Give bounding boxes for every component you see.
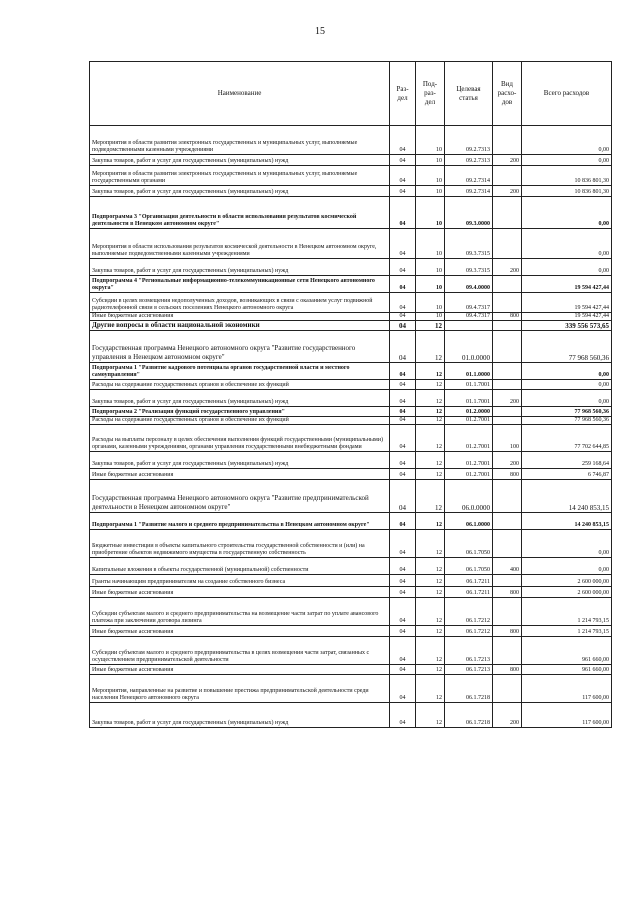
row-expense-type xyxy=(493,530,522,558)
row-total: 339 556 573,65 xyxy=(522,321,612,331)
table-row xyxy=(90,469,612,480)
row-total: 117 600,00 xyxy=(522,703,612,728)
row-expense-type xyxy=(493,321,522,331)
row-name: Закупка товаров, работ и услуг для государственных (муниципальных) нужд xyxy=(90,390,390,407)
table-row xyxy=(90,259,612,276)
row-total: 0,00 xyxy=(522,197,612,229)
table-row xyxy=(90,186,612,197)
table-row xyxy=(90,587,612,598)
row-expense-type: 200 xyxy=(493,186,522,197)
table-row xyxy=(90,229,612,259)
row-article: 06.1.7211 xyxy=(445,575,493,587)
table-row xyxy=(90,637,612,665)
row-article: 06.1.7218 xyxy=(445,675,493,703)
row-razdel: 04 xyxy=(390,469,416,480)
table-row xyxy=(90,390,612,407)
row-razdel: 04 xyxy=(390,452,416,469)
row-name: Расходы на содержание государственных органов и обеспечение их функций xyxy=(90,380,390,390)
row-razdel: 04 xyxy=(390,331,416,363)
row-podrazdel: 12 xyxy=(416,575,445,587)
table-row xyxy=(90,276,612,293)
row-razdel: 04 xyxy=(390,259,416,276)
page-number: 15 xyxy=(315,26,325,37)
row-article: 01.2.7001 xyxy=(445,425,493,452)
row-article: 06.1.7211 xyxy=(445,587,493,598)
row-podrazdel: 10 xyxy=(416,166,445,186)
row-name: Другие вопросы в области национальной экономики xyxy=(90,321,390,331)
row-razdel: 04 xyxy=(390,363,416,380)
row-razdel: 04 xyxy=(390,293,416,313)
row-article: 01.2.7001 xyxy=(445,452,493,469)
row-article: 01.1.7001 xyxy=(445,390,493,407)
row-razdel: 04 xyxy=(390,480,416,513)
row-total: 6 746,87 xyxy=(522,469,612,480)
row-razdel: 04 xyxy=(390,587,416,598)
row-total: 0,00 xyxy=(522,380,612,390)
row-name: Мероприятия в области развития электронных государственных и муниципальных услуг, выполняемые государственными органами xyxy=(90,166,390,186)
row-total: 19 594 427,44 xyxy=(522,276,612,293)
row-expense-type: 800 xyxy=(493,313,522,321)
row-article: 09.2.7313 xyxy=(445,155,493,166)
table-row xyxy=(90,575,612,587)
table-row xyxy=(90,197,612,229)
row-expense-type xyxy=(493,363,522,380)
table-row xyxy=(90,425,612,452)
row-article: 01.0.0000 xyxy=(445,331,493,363)
row-expense-type xyxy=(493,229,522,259)
row-article: 06.1.7050 xyxy=(445,558,493,575)
row-total: 0,00 xyxy=(522,155,612,166)
row-total: 77 968 560,36 xyxy=(522,331,612,363)
table-row xyxy=(90,126,612,155)
row-name: Гранты начинающим предпринимателям на создание собственного бизнеса xyxy=(90,575,390,587)
row-article: 09.4.7317 xyxy=(445,293,493,313)
row-name: Мероприятия в области развития электронных государственных и муниципальных услуг, выполняемые подведомственными казенными учреждениями xyxy=(90,126,390,155)
row-expense-type xyxy=(493,380,522,390)
row-article: 09.2.7313 xyxy=(445,126,493,155)
row-podrazdel: 12 xyxy=(416,469,445,480)
row-article: 01.2.7001 xyxy=(445,417,493,425)
row-expense-type: 200 xyxy=(493,390,522,407)
row-podrazdel: 12 xyxy=(416,626,445,637)
row-expense-type xyxy=(493,417,522,425)
row-total: 19 594 427,44 xyxy=(522,293,612,313)
row-expense-type: 100 xyxy=(493,425,522,452)
table-row xyxy=(90,513,612,530)
header-row xyxy=(90,62,612,126)
row-name: Иные бюджетные ассигнования xyxy=(90,665,390,675)
row-podrazdel: 12 xyxy=(416,665,445,675)
table-row xyxy=(90,703,612,728)
row-expense-type xyxy=(493,276,522,293)
table-row xyxy=(90,293,612,313)
row-article: 06.1.7212 xyxy=(445,626,493,637)
row-razdel: 04 xyxy=(390,186,416,197)
row-expense-type: 400 xyxy=(493,558,522,575)
row-expense-type: 800 xyxy=(493,626,522,637)
row-total: 19 594 427,44 xyxy=(522,313,612,321)
table-row xyxy=(90,530,612,558)
header-podrazdel: Под- раз- дел xyxy=(416,62,445,126)
row-razdel: 04 xyxy=(390,126,416,155)
row-name: Государственная программа Ненецкого автономного округа "Развитие предпринимательской деятельности в Ненецком автономном округе" xyxy=(90,480,390,513)
row-podrazdel: 10 xyxy=(416,155,445,166)
row-name: Подпрограмма 2 "Реализация функций государственного управления" xyxy=(90,407,390,417)
row-article: 06.1.7050 xyxy=(445,530,493,558)
row-razdel: 04 xyxy=(390,380,416,390)
table-row xyxy=(90,321,612,331)
table-row xyxy=(90,331,612,363)
row-podrazdel: 12 xyxy=(416,321,445,331)
row-article: 06.1.0000 xyxy=(445,513,493,530)
row-article: 06.1.7218 xyxy=(445,703,493,728)
row-razdel: 04 xyxy=(390,425,416,452)
row-expense-type xyxy=(493,293,522,313)
row-podrazdel: 12 xyxy=(416,513,445,530)
row-article: 06.1.7213 xyxy=(445,665,493,675)
table-row xyxy=(90,417,612,425)
row-expense-type: 800 xyxy=(493,587,522,598)
table-row xyxy=(90,665,612,675)
row-name: Подпрограмма 3 "Организация деятельности в области использования результатов космической деятельности в Ненецком автономном округе" xyxy=(90,197,390,229)
row-name: Субсидии в целях возмещения недополученных доходов, возникающих в связи с оказанием услуг подвижной радиотелефонной связи в сельских поселениях Ненецкого автономного округа xyxy=(90,293,390,313)
row-podrazdel: 10 xyxy=(416,313,445,321)
row-razdel: 04 xyxy=(390,703,416,728)
row-total: 77 968 560,36 xyxy=(522,417,612,425)
row-name: Подпрограмма 4 "Региональные информационно-телекоммуникационные сети Ненецкого автономного округа" xyxy=(90,276,390,293)
row-total: 259 168,64 xyxy=(522,452,612,469)
row-expense-type: 800 xyxy=(493,469,522,480)
row-article: 09.4.0000 xyxy=(445,276,493,293)
row-total: 1 214 793,15 xyxy=(522,598,612,626)
row-expense-type xyxy=(493,675,522,703)
row-article: 09.3.7315 xyxy=(445,259,493,276)
row-name: Подпрограмма 1 "Развитие кадрового потенциала органов государственной власти и местного самоуправления" xyxy=(90,363,390,380)
row-podrazdel: 12 xyxy=(416,558,445,575)
row-podrazdel: 12 xyxy=(416,530,445,558)
row-podrazdel: 10 xyxy=(416,276,445,293)
row-name: Иные бюджетные ассигнования xyxy=(90,587,390,598)
row-razdel: 04 xyxy=(390,197,416,229)
row-article: 06.1.7213 xyxy=(445,637,493,665)
row-expense-type xyxy=(493,637,522,665)
row-article: 09.3.7315 xyxy=(445,229,493,259)
row-name: Закупка товаров, работ и услуг для государственных (муниципальных) нужд xyxy=(90,259,390,276)
row-podrazdel: 12 xyxy=(416,380,445,390)
table-row xyxy=(90,675,612,703)
row-podrazdel: 12 xyxy=(416,363,445,380)
row-razdel: 04 xyxy=(390,558,416,575)
row-podrazdel: 10 xyxy=(416,293,445,313)
table-row xyxy=(90,166,612,186)
table-row xyxy=(90,626,612,637)
row-name: Иные бюджетные ассигнования xyxy=(90,313,390,321)
row-podrazdel: 10 xyxy=(416,126,445,155)
row-podrazdel: 12 xyxy=(416,331,445,363)
row-name: Закупка товаров, работ и услуг для государственных (муниципальных) нужд xyxy=(90,703,390,728)
row-article: 01.1.0000 xyxy=(445,363,493,380)
row-expense-type xyxy=(493,513,522,530)
row-article: 09.4.7317 xyxy=(445,313,493,321)
row-name: Иные бюджетные ассигнования xyxy=(90,469,390,480)
table-row xyxy=(90,313,612,321)
row-article: 01.2.7001 xyxy=(445,469,493,480)
row-expense-type: 200 xyxy=(493,259,522,276)
row-name: Мероприятия, направленные на развитие и повышение престижа предпринимательской деятельности среди населения Ненецкого автономного округа xyxy=(90,675,390,703)
row-expense-type xyxy=(493,126,522,155)
row-razdel: 04 xyxy=(390,321,416,331)
row-name: Субсидии субъектам малого и среднего предпринимательства в целях возмещения части затрат, связанных с осуществлением предпринимательской деятельности xyxy=(90,637,390,665)
row-total: 10 836 801,30 xyxy=(522,186,612,197)
row-article xyxy=(445,321,493,331)
row-podrazdel: 12 xyxy=(416,480,445,513)
row-expense-type: 200 xyxy=(493,452,522,469)
row-podrazdel: 10 xyxy=(416,197,445,229)
row-podrazdel: 12 xyxy=(416,390,445,407)
table-row xyxy=(90,598,612,626)
row-total: 0,00 xyxy=(522,229,612,259)
budget-table xyxy=(89,61,612,728)
row-razdel: 04 xyxy=(390,637,416,665)
row-podrazdel: 12 xyxy=(416,587,445,598)
row-name: Подпрограмма 1 "Развитие малого и среднего предпринимательства в Ненецком автономном округе" xyxy=(90,513,390,530)
row-expense-type xyxy=(493,166,522,186)
row-total: 14 240 853,15 xyxy=(522,480,612,513)
table-row xyxy=(90,363,612,380)
row-article: 09.3.0000 xyxy=(445,197,493,229)
header-razdel: Раз- дел xyxy=(390,62,416,126)
row-razdel: 04 xyxy=(390,155,416,166)
row-expense-type xyxy=(493,197,522,229)
row-razdel: 04 xyxy=(390,598,416,626)
row-total: 77 968 560,36 xyxy=(522,407,612,417)
row-article: 09.2.7314 xyxy=(445,166,493,186)
row-razdel: 04 xyxy=(390,626,416,637)
row-article: 01.2.0000 xyxy=(445,407,493,417)
header-total: Всего расходов xyxy=(522,62,612,126)
row-name: Расходы на выплаты персоналу в целях обеспечения выполнения функций государственными (муниципальными) органами, казенными учреждениями, органами управления государственными внебюджетными фондами xyxy=(90,425,390,452)
row-name: Мероприятия в области использования результатов космической деятельности в Ненецком автономном округе, выполняемые подведомственными казенными учреждениями xyxy=(90,229,390,259)
row-podrazdel: 12 xyxy=(416,417,445,425)
header-article: Целевая статья xyxy=(445,62,493,126)
row-razdel: 04 xyxy=(390,417,416,425)
row-name: Закупка товаров, работ и услуг для государственных (муниципальных) нужд xyxy=(90,186,390,197)
row-total: 10 836 801,30 xyxy=(522,166,612,186)
row-expense-type xyxy=(493,575,522,587)
row-podrazdel: 10 xyxy=(416,259,445,276)
row-razdel: 04 xyxy=(390,513,416,530)
row-total: 0,00 xyxy=(522,390,612,407)
table-row xyxy=(90,407,612,417)
row-total: 961 660,00 xyxy=(522,637,612,665)
row-total: 117 600,00 xyxy=(522,675,612,703)
row-name: Закупка товаров, работ и услуг для государственных (муниципальных) нужд xyxy=(90,155,390,166)
row-podrazdel: 12 xyxy=(416,598,445,626)
row-razdel: 04 xyxy=(390,665,416,675)
row-podrazdel: 10 xyxy=(416,229,445,259)
row-expense-type: 200 xyxy=(493,155,522,166)
row-total: 0,00 xyxy=(522,558,612,575)
row-name: Государственная программа Ненецкого автономного округа "Развитие государственного управления в Ненецком автономном округе" xyxy=(90,331,390,363)
row-expense-type xyxy=(493,407,522,417)
row-name: Бюджетные инвестиции в объекты капитального строительства государственной собственности и (или) на приобретение объектов недвижимого имущества в государственную собственность xyxy=(90,530,390,558)
row-razdel: 04 xyxy=(390,166,416,186)
row-article: 06.0.0000 xyxy=(445,480,493,513)
row-expense-type: 800 xyxy=(493,665,522,675)
header-name: Наименование xyxy=(90,62,390,126)
row-total: 0,00 xyxy=(522,363,612,380)
row-total: 0,00 xyxy=(522,530,612,558)
row-name: Иные бюджетные ассигнования xyxy=(90,626,390,637)
row-article: 01.1.7001 xyxy=(445,380,493,390)
row-expense-type xyxy=(493,598,522,626)
row-total: 961 660,00 xyxy=(522,665,612,675)
row-total: 2 600 000,00 xyxy=(522,575,612,587)
row-podrazdel: 12 xyxy=(416,703,445,728)
table-row xyxy=(90,480,612,513)
row-podrazdel: 12 xyxy=(416,452,445,469)
row-podrazdel: 12 xyxy=(416,675,445,703)
row-name: Расходы на содержание государственных органов и обеспечение их функций xyxy=(90,417,390,425)
header-expense-type: Вид расхо- дов xyxy=(493,62,522,126)
table-row xyxy=(90,452,612,469)
row-article: 06.1.7212 xyxy=(445,598,493,626)
row-total: 77 702 644,85 xyxy=(522,425,612,452)
row-name: Капитальные вложения в объекты государственной (муниципальной) собственности xyxy=(90,558,390,575)
row-razdel: 04 xyxy=(390,229,416,259)
row-total: 2 600 000,00 xyxy=(522,587,612,598)
row-expense-type: 200 xyxy=(493,703,522,728)
row-total: 14 240 853,15 xyxy=(522,513,612,530)
row-razdel: 04 xyxy=(390,313,416,321)
row-total: 0,00 xyxy=(522,259,612,276)
table-row xyxy=(90,155,612,166)
row-razdel: 04 xyxy=(390,276,416,293)
row-razdel: 04 xyxy=(390,390,416,407)
row-podrazdel: 12 xyxy=(416,407,445,417)
row-article: 09.2.7314 xyxy=(445,186,493,197)
row-total: 0,00 xyxy=(522,126,612,155)
row-total: 1 214 793,15 xyxy=(522,626,612,637)
row-podrazdel: 10 xyxy=(416,186,445,197)
row-razdel: 04 xyxy=(390,675,416,703)
table-row xyxy=(90,380,612,390)
row-name: Закупка товаров, работ и услуг для государственных (муниципальных) нужд xyxy=(90,452,390,469)
row-name: Субсидии субъектам малого и среднего предпринимательства на возмещение части затрат по уплате авансового платежа при заключении договора лизинга xyxy=(90,598,390,626)
row-podrazdel: 12 xyxy=(416,637,445,665)
table-row xyxy=(90,558,612,575)
row-razdel: 04 xyxy=(390,407,416,417)
row-expense-type xyxy=(493,331,522,363)
row-razdel: 04 xyxy=(390,530,416,558)
row-razdel: 04 xyxy=(390,575,416,587)
row-expense-type xyxy=(493,480,522,513)
row-podrazdel: 12 xyxy=(416,425,445,452)
